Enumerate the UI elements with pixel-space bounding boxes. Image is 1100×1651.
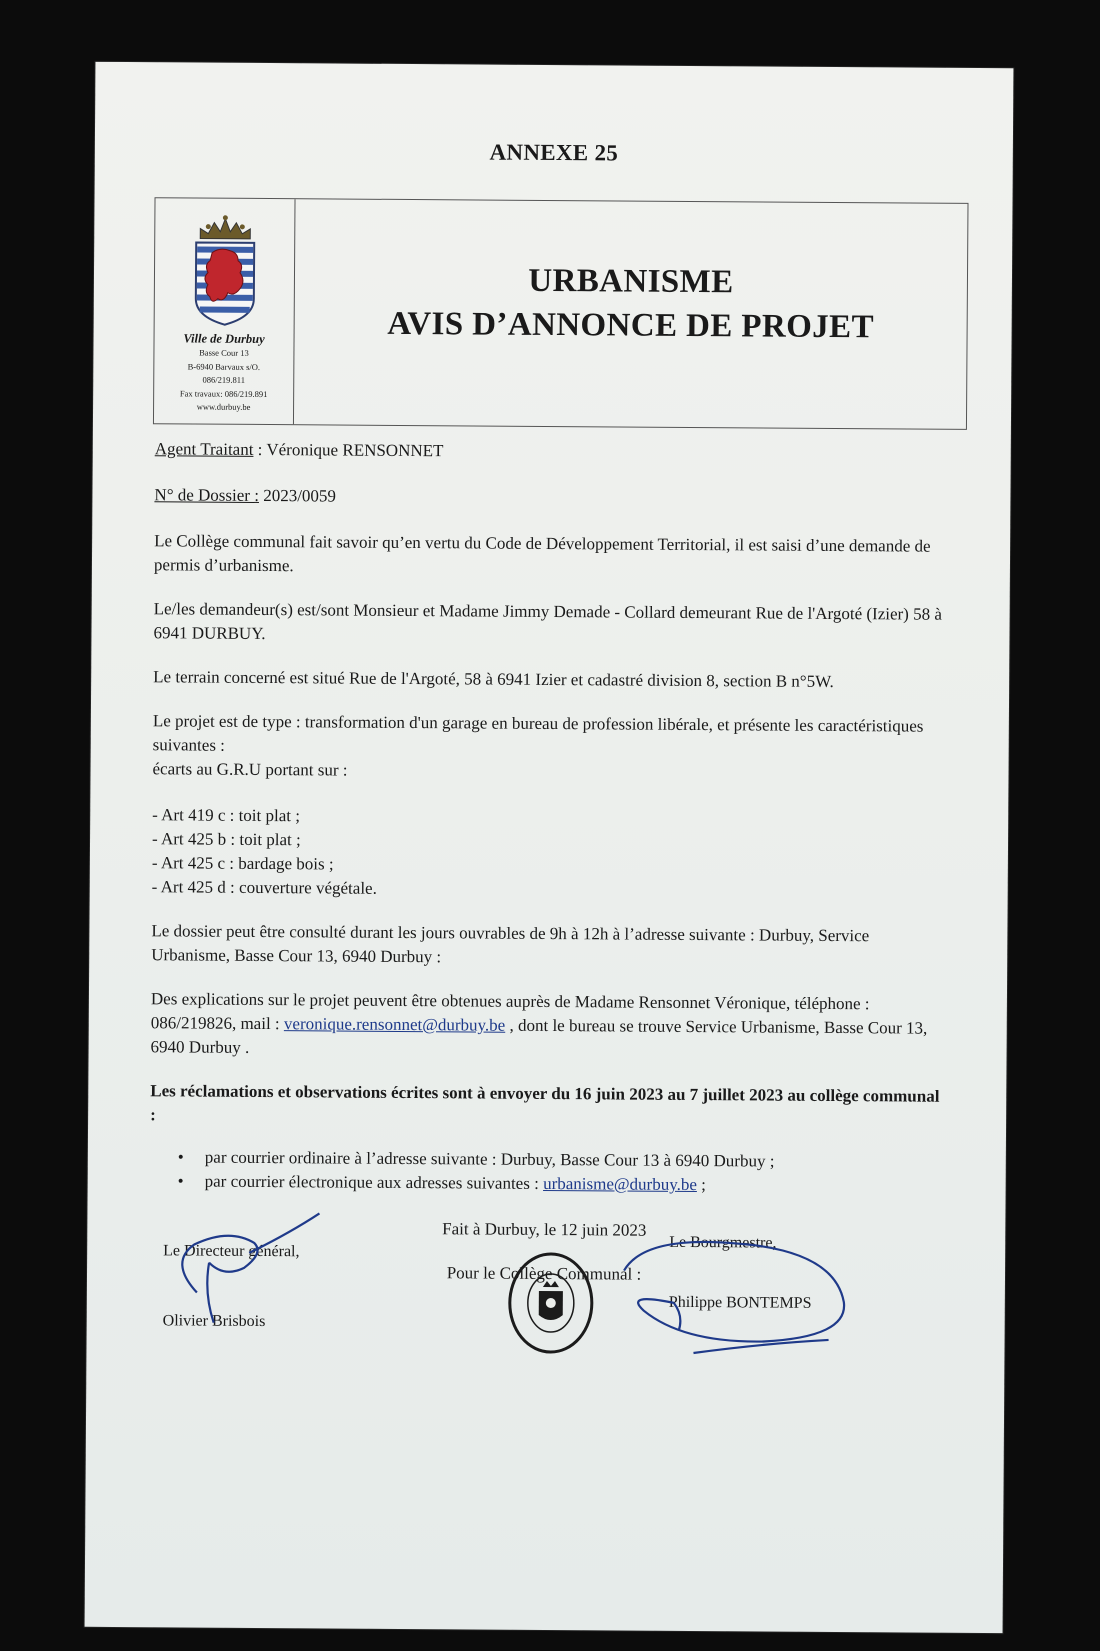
town-name: Ville de Durbuy [183, 331, 265, 347]
ecarts-intro: écarts au G.R.U portant sur : [152, 759, 348, 780]
paragraph-demandeurs: Le/les demandeur(s) est/sont Monsieur et Madame Jimmy Demade - Collard demeurant Rue de l'Argoté (Izier) 58 à 6941 DURBUY. [153, 599, 943, 644]
bourgmestre-signature [613, 1230, 874, 1362]
agent-email-link[interactable]: veronique.rensonnet@durbuy.be [283, 1014, 506, 1035]
urbanisme-email-link[interactable]: urbanisme@durbuy.be [543, 1173, 697, 1195]
bullet-courrier: • par courrier ordinaire à l’adresse suivante : Durbuy, Basse Cour 13 à 6940 Durbuy ; [150, 1145, 940, 1175]
agent-line [155, 437, 945, 467]
address-line: B-6940 Barvaux s/O. [187, 360, 261, 372]
fait-a-durbuy: Fait à Durbuy, le 12 juin 2023 [442, 1219, 647, 1240]
dossier-label: N° de Dossier : [154, 485, 260, 505]
bourgmestre-name: Philippe BONTEMPS [668, 1293, 812, 1312]
explications-text: Des explications sur le projet peuvent être obtenues auprès de Madame Rensonnet Véronique, téléphone : 086/219826, mail : [150, 989, 870, 1034]
bullet-email-end: ; [696, 1175, 706, 1195]
header-box [153, 197, 969, 430]
commune-seal [506, 1251, 595, 1356]
paragraph-terrain: Le terrain concerné est situé Rue de l'Argoté, 58 à 6941 Izier et cadastré division 8, section B n°5W. [153, 667, 834, 691]
bullet-email-text: par courrier électronique aux adresses suivantes : [204, 1171, 544, 1193]
article-item: - Art 425 d : couverture végétale. [151, 877, 377, 898]
annexe-heading: ANNEXE 25 [489, 139, 619, 166]
title-column [294, 199, 968, 429]
directeur-signature [149, 1222, 330, 1333]
title-urbanisme: URBANISME [528, 262, 734, 300]
address-line: Fax travaux: 086/219.891 [179, 387, 268, 399]
agent-value: : Véronique RENSONNET [253, 439, 444, 461]
logo-column [154, 198, 296, 424]
bourgmestre-title: Le Bourgmestre, [669, 1233, 777, 1252]
document-page [85, 62, 1014, 1633]
address-line: Basse Cour 13 [199, 347, 249, 358]
directeur-title: Le Directeur général, [163, 1242, 300, 1261]
article-item: - Art 425 b : toit plat ; [151, 829, 301, 850]
paragraph-college: Le Collège communal fait savoir qu’en vertu du Code de Développement Territorial, il est saisi d’une demande de permis d’urbanisme. [153, 531, 931, 576]
address-line: www.durbuy.be [196, 401, 251, 412]
reclamations-notice: Les réclamations et observations écrites sont à envoyer du 16 juin 2023 au 7 juillet 2023 au collège communal : [150, 1081, 940, 1125]
address-line: 086/219.811 [202, 374, 245, 385]
bullet-email [150, 1169, 940, 1199]
dossier-value: 2023/0059 [258, 485, 337, 506]
submission-methods [150, 1145, 940, 1199]
signature-area [148, 1233, 939, 1398]
paragraph-consultation: Le dossier peut être consulté durant les jours ouvrables de 9h à 12h à l’adresse suivante : Durbuy, Service Urbanisme, Basse Cour 13, 6940 Durbuy : [151, 921, 870, 967]
title-avis: AVIS D’ANNONCE DE PROJET [387, 305, 875, 345]
article-item: - Art 419 c : toit plat ; [152, 805, 301, 826]
agent-label: Agent Traitant [154, 439, 254, 459]
directeur-name: Olivier Brisbois [162, 1312, 266, 1331]
pour-le-college: Pour le Collège Communal : [446, 1263, 642, 1284]
paragraph-projet: Le projet est de type : transformation d'un garage en bureau de profession libérale, et présente les caractéristiques suivantes : [152, 711, 924, 755]
article-item: - Art 425 c : bardage bois ; [151, 853, 334, 874]
articles-list [152, 803, 943, 905]
document-body [149, 437, 945, 1288]
crest-logo [189, 212, 260, 327]
explications-text-end: , dont le bureau se trouve Service Urbanisme, Basse Cour 13, 6940 Durbuy . [150, 1015, 928, 1057]
paragraph-explications [151, 987, 941, 1065]
dossier-line [154, 483, 944, 513]
town-address [180, 346, 268, 414]
